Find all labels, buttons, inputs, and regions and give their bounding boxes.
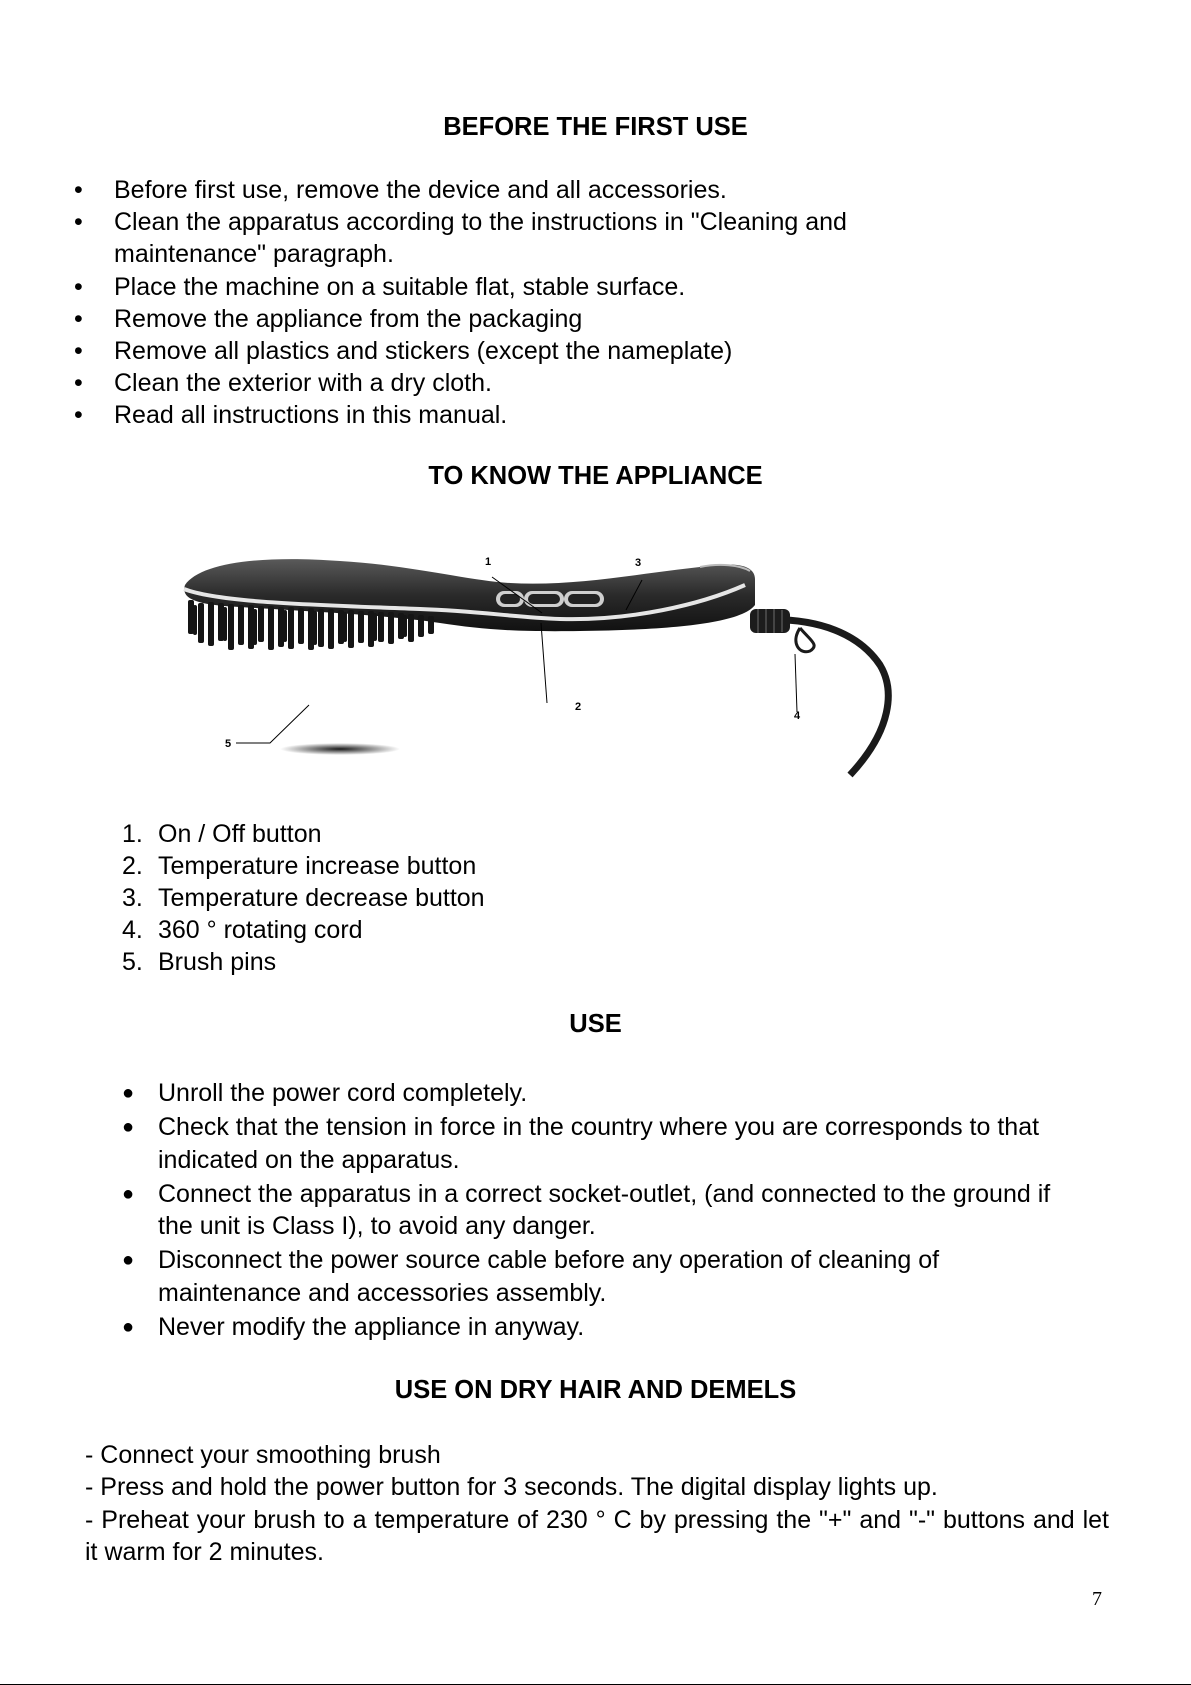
list-item: ● Unroll the power cord completely. — [118, 1077, 1098, 1110]
bullet-icon: • — [74, 337, 83, 366]
control-buttons — [496, 591, 604, 607]
appliance-figure — [180, 545, 920, 780]
list-item: 1. On / Off button — [122, 820, 322, 848]
callout-number-4: 4 — [794, 710, 801, 722]
list-item: 3. Temperature decrease button — [122, 884, 485, 912]
bullet-icon: • — [74, 369, 83, 398]
dry-hair-instructions — [85, 1439, 1109, 1568]
bullet-icon: ● — [122, 1249, 135, 1271]
bullet-icon: ● — [122, 1082, 135, 1104]
callout-line-5 — [236, 705, 309, 743]
page-number: 7 — [1092, 1588, 1102, 1610]
list-item: ● Connect the apparatus in a correct socket-outlet, (and connected to the ground if the unit is Class I), to avoid any danger. — [122, 1179, 1051, 1240]
bullet-icon: ● — [122, 1182, 135, 1205]
list-item: 5. Brush pins — [122, 948, 277, 976]
list-item: • Before first use, remove the device and all accessories. — [74, 174, 1074, 206]
power-cord — [760, 620, 888, 775]
list-item: 4. 360 ° rotating cord — [122, 916, 363, 944]
list-item: • Place the machine on a suitable flat, stable surface. — [74, 271, 1074, 303]
list-item: • Read all instructions in this manual. — [74, 399, 1074, 431]
bullet-icon: • — [74, 401, 83, 430]
list-item: • Clean the exterior with a dry cloth. — [74, 367, 1074, 399]
bullet-icon: ● — [122, 1315, 135, 1338]
list-item: • Clean the apparatus according to the instructions in "Cleaning and maintenance" paragraph. — [74, 208, 847, 269]
list-item: ● Check that the tension in force in the country where you are corresponds to that indicated on the apparatus. — [122, 1113, 1040, 1174]
bullet-icon: • — [74, 272, 83, 301]
bullet-icon: ● — [122, 1116, 135, 1138]
instruction-line: - Preheat your brush to a temperature of 230 ° C by pressing the "+" and "-" buttons and let it warm for 2 minutes. — [85, 1505, 1109, 1566]
list-item: • Remove all plastics and stickers (except the nameplate) — [74, 335, 1074, 367]
use-list — [118, 1077, 1098, 1345]
section-title-dry-hair: USE ON DRY HAIR AND DEMELS — [394, 1376, 797, 1404]
callout-number-3: 3 — [635, 557, 642, 569]
section-title-before-first-use: BEFORE THE FIRST USE — [443, 113, 748, 141]
list-item: • Remove the appliance from the packaging — [74, 303, 1074, 335]
section-title-use: USE — [569, 1010, 622, 1038]
cord-strain-relief — [750, 609, 790, 633]
list-item: 2. Temperature increase button — [122, 852, 477, 880]
list-item: ● Disconnect the power source cable before any operation of cleaning of maintenance and accessories assembly. — [122, 1246, 940, 1307]
callout-number-1: 1 — [485, 556, 492, 568]
brush-shadow — [280, 743, 400, 755]
bullet-icon: • — [74, 304, 83, 333]
section-title-know-appliance: TO KNOW THE APPLIANCE — [428, 462, 763, 490]
instruction-line: - Press and hold the power button for 3 seconds. The digital display lights up. — [85, 1473, 938, 1502]
list-item: ● Never modify the appliance in anyway. — [118, 1311, 1098, 1344]
callout-line-2 — [541, 623, 547, 703]
instruction-line: - Connect your smoothing brush — [85, 1441, 441, 1469]
before-first-use-list — [74, 174, 1074, 432]
bullet-icon: • — [74, 208, 83, 237]
callout-line-4 — [795, 654, 797, 712]
callout-number-5: 5 — [225, 738, 232, 750]
bullet-icon: • — [74, 176, 83, 204]
callout-number-2: 2 — [575, 701, 582, 713]
parts-list — [118, 818, 485, 978]
